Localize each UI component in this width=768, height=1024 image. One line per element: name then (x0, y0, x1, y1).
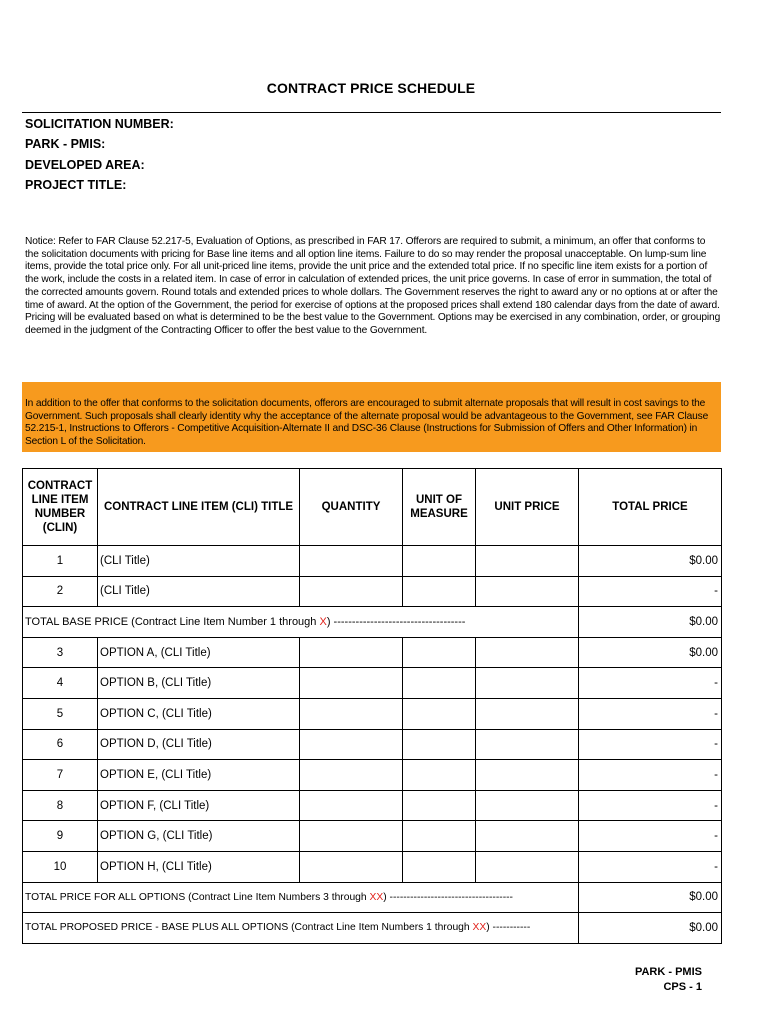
table-row (23, 637, 722, 668)
options-total-suffix: ) ------------------------------------ (383, 891, 513, 903)
unit-price-cell[interactable] (476, 576, 579, 607)
header-quantity: QUANTITY (300, 469, 403, 546)
base-total-row (23, 607, 722, 638)
clin-cell: 3 (23, 637, 98, 668)
header-cli-title: CONTRACT LINE ITEM (CLI) TITLE (98, 469, 300, 546)
base-total-value: $0.00 (579, 607, 722, 638)
options-total-prefix: TOTAL PRICE FOR ALL OPTIONS (Contract Line Item Numbers 3 through (25, 891, 370, 903)
clin-cell: 8 (23, 790, 98, 821)
notice-paragraph: Notice: Refer to FAR Clause 52.217-5, Evaluation of Options, as prescribed in FAR 17. Offerors are required to submit, a minimum, an offer that conforms to the solicitation documents with pricing for Base line items and all option line items. Failure to do so may render the proposal unacceptable. On lump-sum line items, provide the total price only. For all unit-priced line items, provide the unit price and the extended total price. If no specific line item exists for a portion of the work, include the costs in a related item. In case of error in calculation of extended prices, the unit price governs. In case of error in summation, the total of the corrected amounts govern. Round totals and extended prices to whole dollars. The Government reserves the right to award any or no options at or after the time of award. At the option of the Government, the period for exercise of options at the proposed prices shall extend 180 calendar days from the date of award. Pricing will be evaluated based on what is determined to be the best value to the Government. Options may be exercised in any combination, order, or grouping deemed in the judgment of the Contracting Officer to offer the best value to the Government. (25, 236, 721, 336)
total-price-cell[interactable]: - (579, 821, 722, 852)
quantity-cell[interactable] (300, 821, 403, 852)
quantity-cell[interactable] (300, 576, 403, 607)
cli-title-cell[interactable]: OPTION F, (CLI Title) (98, 790, 300, 821)
header-fields (25, 114, 174, 196)
total-price-cell[interactable]: - (579, 698, 722, 729)
quantity-cell[interactable] (300, 760, 403, 791)
table-row (23, 546, 722, 577)
page-footer (620, 965, 702, 995)
unit-cell[interactable] (403, 637, 476, 668)
unit-cell[interactable] (403, 851, 476, 882)
proposed-total-placeholder: XX (472, 922, 487, 934)
field-project-title: PROJECT TITLE: (25, 178, 127, 193)
total-price-cell[interactable]: $0.00 (579, 546, 722, 577)
proposed-total-row (23, 913, 722, 944)
clin-cell: 7 (23, 760, 98, 791)
unit-price-cell[interactable] (476, 546, 579, 577)
unit-cell[interactable] (403, 576, 476, 607)
unit-price-cell[interactable] (476, 821, 579, 852)
unit-cell[interactable] (403, 668, 476, 699)
unit-price-cell[interactable] (476, 760, 579, 791)
options-total-label (23, 882, 579, 913)
table-header-row (23, 469, 722, 546)
price-schedule-table (22, 468, 722, 944)
total-price-cell[interactable]: - (579, 760, 722, 791)
total-price-cell[interactable]: - (579, 729, 722, 760)
quantity-cell[interactable] (300, 698, 403, 729)
table-row (23, 576, 722, 607)
cli-title-cell[interactable]: OPTION B, (CLI Title) (98, 668, 300, 699)
cli-title-cell[interactable]: OPTION E, (CLI Title) (98, 760, 300, 791)
total-price-cell[interactable]: - (579, 790, 722, 821)
quantity-cell[interactable] (300, 637, 403, 668)
unit-cell[interactable] (403, 546, 476, 577)
title-divider (22, 112, 721, 113)
base-total-suffix: ) ------------------------------------ (326, 615, 466, 628)
unit-price-cell[interactable] (476, 729, 579, 760)
clin-cell: 2 (23, 576, 98, 607)
total-price-cell[interactable]: - (579, 576, 722, 607)
unit-cell[interactable] (403, 790, 476, 821)
table-row (23, 790, 722, 821)
options-total-row (23, 882, 722, 913)
total-price-cell[interactable]: - (579, 668, 722, 699)
unit-price-cell[interactable] (476, 698, 579, 729)
cli-title-cell[interactable]: OPTION C, (CLI Title) (98, 698, 300, 729)
header-unit-price: UNIT PRICE (476, 469, 579, 546)
cli-title-cell[interactable]: (CLI Title) (98, 576, 300, 607)
clin-cell: 5 (23, 698, 98, 729)
unit-cell[interactable] (403, 698, 476, 729)
unit-price-cell[interactable] (476, 637, 579, 668)
total-price-cell[interactable]: $0.00 (579, 637, 722, 668)
page-title: CONTRACT PRICE SCHEDULE (266, 80, 476, 96)
base-total-prefix: TOTAL BASE PRICE (Contract Line Item Number 1 through (25, 615, 320, 628)
cli-title-cell[interactable]: OPTION A, (CLI Title) (98, 637, 300, 668)
proposed-total-suffix: ) ----------- (486, 922, 531, 934)
cli-title-cell[interactable]: OPTION H, (CLI Title) (98, 851, 300, 882)
unit-cell[interactable] (403, 821, 476, 852)
table-row (23, 668, 722, 699)
quantity-cell[interactable] (300, 790, 403, 821)
unit-price-cell[interactable] (476, 790, 579, 821)
unit-cell[interactable] (403, 729, 476, 760)
cli-title-cell[interactable]: OPTION D, (CLI Title) (98, 729, 300, 760)
quantity-cell[interactable] (300, 729, 403, 760)
table-row (23, 821, 722, 852)
clin-cell: 6 (23, 729, 98, 760)
table-row (23, 851, 722, 882)
clin-cell: 1 (23, 546, 98, 577)
field-solicitation-number: SOLICITATION NUMBER: (25, 117, 174, 131)
proposed-total-label (23, 913, 579, 944)
quantity-cell[interactable] (300, 546, 403, 577)
header-total-price: TOTAL PRICE (579, 469, 722, 546)
table-row (23, 729, 722, 760)
proposed-total-value: $0.00 (579, 913, 722, 944)
unit-price-cell[interactable] (476, 668, 579, 699)
footer-park-pmis: PARK - PMIS (634, 966, 702, 978)
clin-cell: 9 (23, 821, 98, 852)
table-row (23, 760, 722, 791)
cli-title-cell[interactable]: OPTION G, (CLI Title) (98, 821, 300, 852)
header-clin: CONTRACT LINE ITEM NUMBER (CLIN) (23, 469, 98, 546)
footer-page-id: CPS - 1 (663, 981, 702, 993)
options-total-value: $0.00 (579, 882, 722, 913)
alternate-proposal-notice: In addition to the offer that conforms to the solicitation documents, offerors are encouraged to submit alternate proposals that will result in cost savings to the Government. Such proposals shall clearly identity why the acceptance of the alternate proposal would be advantageous to the Government, see FAR Clause 52.215-1, Instructions to Offerors - Competitive Acquisition-Alternate II and DSC-36 Clause (Instructions for Submission of Offers and Other Information) in Section L of the Solicitation. (22, 382, 721, 452)
base-total-placeholder: X (319, 615, 327, 628)
clin-cell: 10 (23, 851, 98, 882)
base-total-label (23, 607, 579, 638)
unit-cell[interactable] (403, 760, 476, 791)
field-developed-area: DEVELOPED AREA: (25, 157, 145, 172)
quantity-cell[interactable] (300, 668, 403, 699)
cli-title-cell[interactable]: (CLI Title) (98, 546, 300, 577)
unit-price-cell[interactable] (476, 851, 579, 882)
options-total-placeholder: XX (369, 891, 384, 903)
clin-cell: 4 (23, 668, 98, 699)
proposed-total-prefix: TOTAL PROPOSED PRICE - BASE PLUS ALL OPTIONS (Contract Line Item Numbers 1 through (25, 922, 473, 934)
total-price-cell[interactable]: - (579, 851, 722, 882)
field-park-pmis: PARK - PMIS: (25, 137, 106, 152)
quantity-cell[interactable] (300, 851, 403, 882)
table-row (23, 698, 722, 729)
header-unit-of-measure: UNIT OF MEASURE (403, 469, 476, 546)
